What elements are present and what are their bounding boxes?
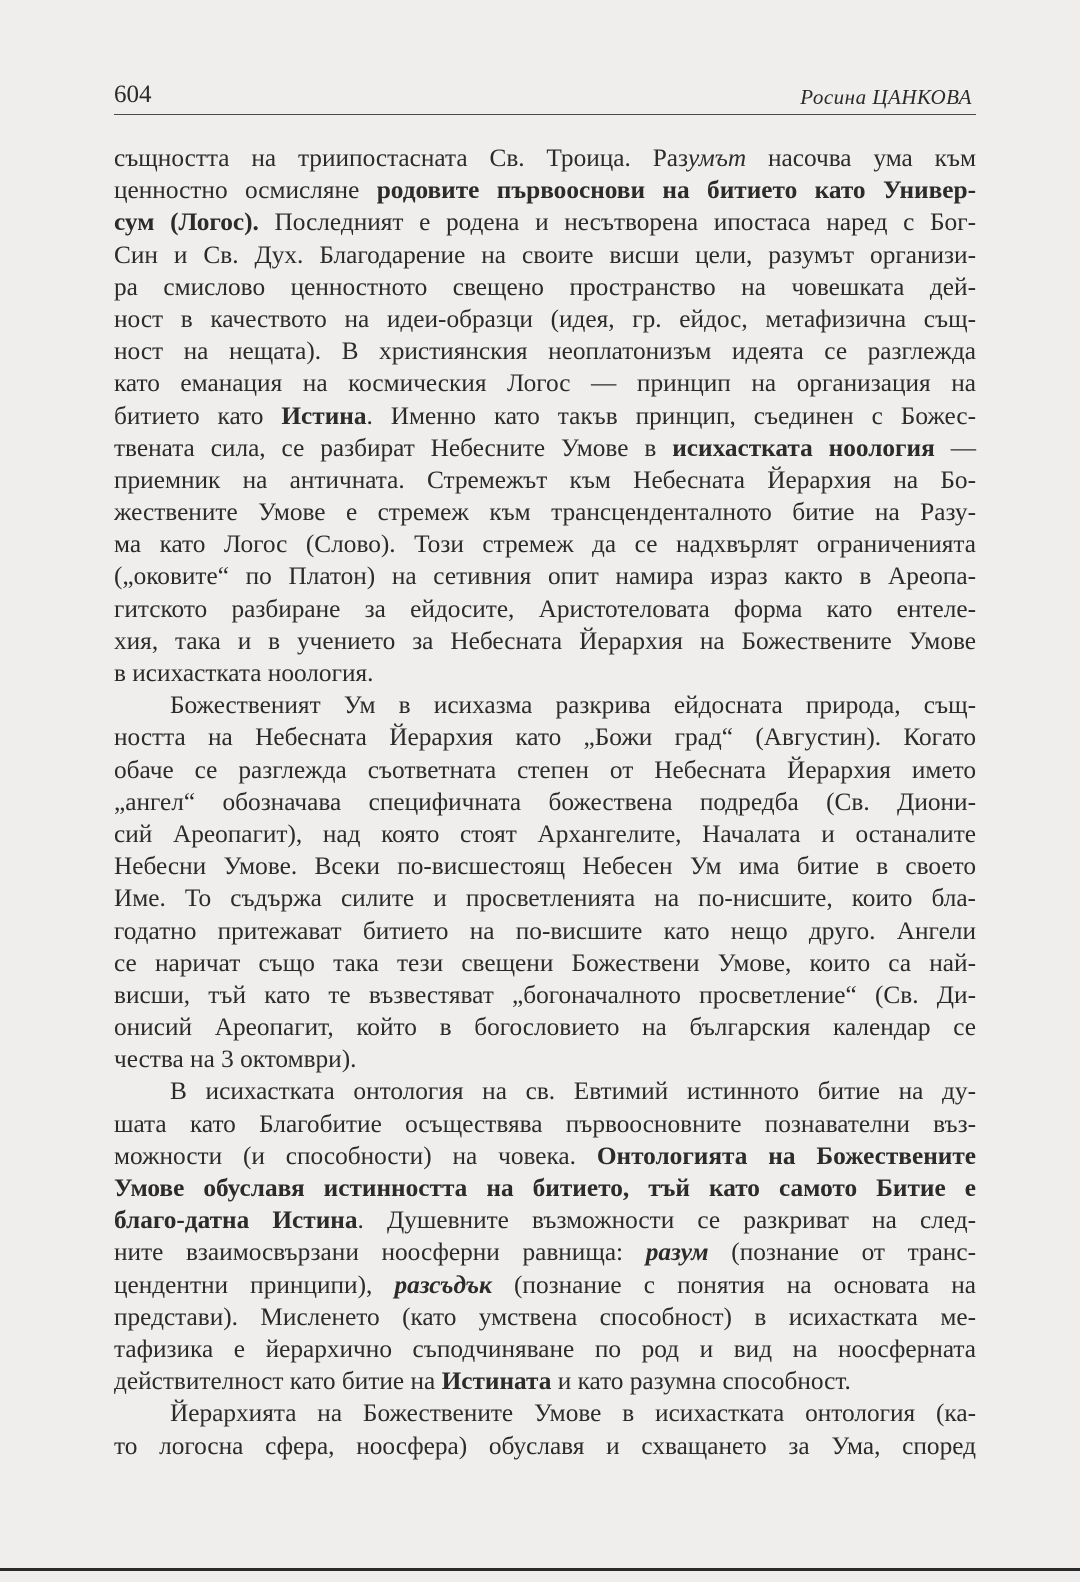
text-run: Последният е родена и несътворена ипостаса наред с Бог- — [258, 208, 976, 237]
text-run: годатно притежават битието на по-висшите като нещо друго. Ангели — [114, 916, 976, 945]
text-run: ма като Логос (Слово). Този стремеж да се надхвърлят ограниченията — [114, 530, 976, 559]
emphasis-text: Онтологията на Божествените — [596, 1141, 976, 1170]
text-line — [114, 1108, 976, 1140]
text-line — [114, 400, 976, 432]
text-line — [114, 754, 976, 786]
text-line — [114, 1011, 976, 1043]
emphasis-text: сум (Логос). — [114, 208, 259, 237]
text-line — [114, 1043, 976, 1075]
text-line — [114, 689, 976, 721]
text-run: ност в качеството на идеи-образци (идея, гр. ейдос, метафизична същ- — [114, 304, 976, 333]
text-run: „ангел“ обозначава специфичната божествена подредба (Св. Диони- — [114, 787, 976, 816]
text-line — [114, 1397, 976, 1429]
text-run: Име. То съдържа силите и просветленията на по-нисшите, които бла- — [114, 884, 976, 913]
text-run: цендентни принципи), — [114, 1270, 395, 1299]
text-line — [114, 1075, 976, 1107]
text-line — [114, 432, 976, 464]
text-line — [114, 979, 976, 1011]
text-run: твената сила, се разбират Небесните Умове в — [114, 433, 673, 462]
text-run: („оковите“ по Платон) на сетивния опит намира израз както в Ареопа- — [114, 562, 976, 591]
text-run: — — [934, 433, 976, 462]
text-run: В исихастката онтология на св. Евтимий истинното битие на ду- — [170, 1077, 976, 1106]
running-head-author: Росина ЦАНКОВА — [800, 85, 972, 109]
text-run: (познание от транс- — [708, 1238, 976, 1267]
text-run: се наричат също така тези свещени Божествени Умове, които са най- — [114, 948, 976, 977]
text-line — [114, 1236, 976, 1268]
text-run: насочва ума към — [746, 144, 976, 172]
text-line — [114, 850, 976, 882]
text-run: ценностно осмисляне — [114, 176, 377, 205]
emphasis-text: исихастката ноология — [672, 433, 935, 462]
text-line — [114, 657, 976, 689]
text-line — [114, 335, 976, 367]
text-run: жествените Умове е стремеж към трансценденталното битие на Разу- — [114, 498, 976, 527]
text-run: . Именно като такъв принцип, съединен с Божес- — [366, 401, 976, 430]
text-run: Небесни Умове. Всеки по-висшестоящ Небесен Ум има битие в своето — [114, 852, 976, 881]
text-line — [114, 1172, 976, 1204]
text-line — [114, 786, 976, 818]
text-line — [114, 721, 976, 753]
text-run: гитското разбиране за ейдосите, Аристотеловата форма като ентеле- — [114, 594, 976, 623]
text-run: като еманация на космическия Логос — принцип на организация на — [114, 369, 976, 398]
page-header — [114, 80, 976, 115]
emphasis-text: Умове обуславя истинността на битието, тъй като самото Битие е — [114, 1174, 976, 1202]
text-run: тафизика е йерархично съподчиняване по род и вид на ноосферната — [114, 1334, 976, 1363]
text-line — [114, 1301, 976, 1333]
text-run: битието като — [114, 401, 282, 430]
page-number: 604 — [114, 81, 152, 108]
text-line — [114, 271, 976, 303]
text-line — [114, 206, 976, 238]
emphasis-text: Истина — [281, 401, 367, 430]
emphasis-text: Истината — [441, 1367, 552, 1396]
text-run: хия, така и в учението за Небесната Йерархия на Божествените Умове — [114, 626, 976, 655]
text-run: и като разумна способност. — [551, 1367, 851, 1396]
emphasis-text: родовите първооснови на битието като Унивep- — [376, 176, 977, 205]
text-run: ността на Небесната Йерархия като „Божи град“ (Августин). Когато — [114, 723, 976, 752]
text-run: обаче се разглежда съответната степен от Небесната Йерархия името — [114, 755, 976, 784]
text-line — [114, 915, 976, 947]
emphasis-text: разсъдък — [394, 1270, 492, 1299]
scan-edge-rule — [0, 1568, 1080, 1571]
text-line — [114, 625, 976, 657]
text-run: Божественият Ум в исихазма разкрива ейдосната природа, същ- — [170, 691, 976, 720]
text-line — [114, 1365, 976, 1397]
text-run: Син и Св. Дух. Благодарение на своите висши цели, разумът организи- — [114, 240, 976, 269]
text-run: сий Ареопагит), над която стоят Архангелите, Началата и останалите — [114, 819, 976, 848]
text-line — [114, 1140, 976, 1172]
text-run: същността на триипостасната Св. Троица. Раз — [114, 144, 688, 172]
text-run: можности (и способности) на човека. — [114, 1141, 597, 1170]
text-line — [114, 174, 976, 206]
text-run: представи). Мисленето (като умствена способност) в исихастката ме- — [114, 1302, 976, 1331]
text-line — [114, 560, 976, 592]
text-run: онисий Ареопагит, който в богословието на българския календар се — [114, 1013, 976, 1042]
text-line — [114, 818, 976, 850]
body-text — [114, 142, 976, 1462]
text-run: в исихастката ноология. — [114, 659, 374, 687]
text-run: действителност като битие на — [114, 1367, 442, 1396]
text-line — [114, 1430, 976, 1462]
text-line — [114, 142, 976, 174]
text-line — [114, 239, 976, 271]
text-line — [114, 882, 976, 914]
text-run: Йерархията на Божествените Умове в исихастката онтология (ка- — [170, 1399, 976, 1428]
emphasis-text: благо-датна Истина — [114, 1206, 358, 1235]
text-run: ните взаимосвързани ноосферни равнища: — [114, 1238, 646, 1267]
text-line — [114, 367, 976, 399]
text-run: ра смислово ценностното свещено пространство на човешката дей- — [114, 272, 976, 301]
text-run: (познание с понятия на основата на — [491, 1270, 976, 1299]
text-line — [114, 464, 976, 496]
text-line — [114, 1204, 976, 1236]
text-run: приемник на античната. Стремежът към Небесната Йерархия на Бо- — [114, 465, 976, 494]
text-run: шата като Благобитие осъществява първоосновните познавателни въз- — [114, 1109, 976, 1138]
text-line — [114, 947, 976, 979]
text-line — [114, 1269, 976, 1301]
text-line — [114, 528, 976, 560]
text-run: . Душевните възможности се разкриват на след- — [357, 1206, 976, 1235]
text-line — [114, 303, 976, 335]
emphasis-text: разум — [645, 1238, 709, 1267]
text-line — [114, 496, 976, 528]
text-run: висши, тъй като те възвестяват „богоначалното просветление“ (Св. Ди- — [114, 980, 976, 1009]
text-run: чества на 3 октомври). — [114, 1045, 357, 1074]
text-run: ност на нещата). В християнския неоплатонизъм идеята се разглежда — [114, 337, 976, 366]
text-run: то логосна сфера, ноосфера) обуславя и схващането за Ума, според — [114, 1431, 976, 1460]
emphasis-text: умът — [687, 144, 747, 172]
text-line — [114, 593, 976, 625]
text-line — [114, 1333, 976, 1365]
